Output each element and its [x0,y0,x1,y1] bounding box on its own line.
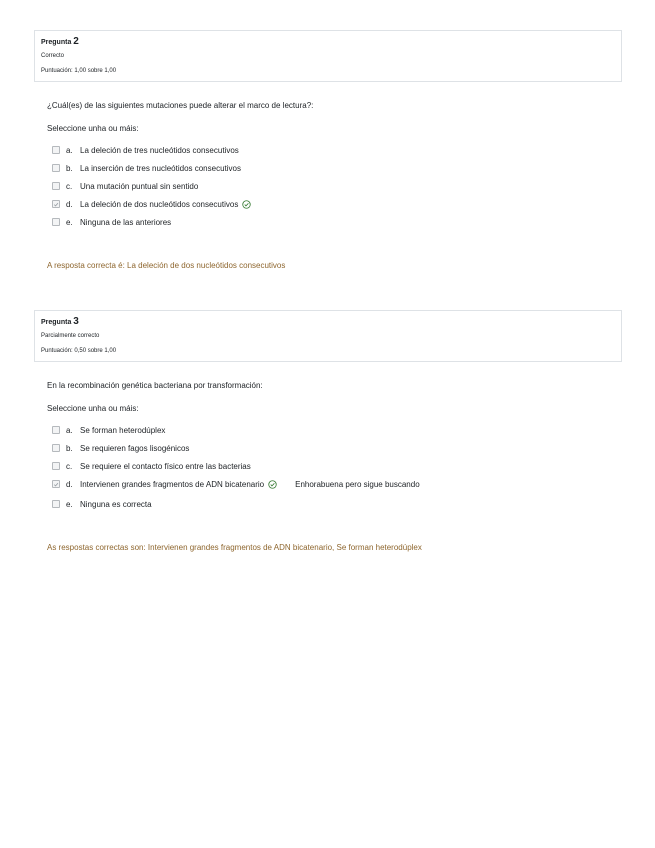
question-number: 2 [73,36,79,47]
answer-text: Una mutación puntual sin sentido [80,181,199,191]
question-number: 3 [73,316,79,327]
answer-option-c[interactable] [47,457,622,475]
question-text: ¿Cuál(es) de las siguientes mutaciones puede alterar el marco de lectura?: [47,101,314,110]
answer-option-b[interactable] [47,159,622,177]
answer-text: Ninguna es correcta [80,499,152,509]
answer-letter: b. [66,163,73,173]
answer-text: Se requiere el contacto físico entre las bacterias [80,461,251,471]
checked-checkbox-icon[interactable] [52,480,60,488]
answer-text: La inserción de tres nucleótidos consecutivos [80,163,241,173]
question-3 [34,310,622,554]
question-text: En la recombinación genética bacteriana por transformación: [47,381,263,390]
question-label: Pregunta 2 [41,36,79,47]
question-info [34,30,622,82]
checkbox-icon[interactable] [52,182,60,190]
question-grade: Puntuación: 0,50 sobre 1,00 [41,348,117,354]
answer-letter: a. [66,425,73,435]
answer-text: Ninguna de las anteriores [80,217,172,227]
answer-option-b[interactable] [47,439,622,457]
checkbox-icon[interactable] [52,462,60,470]
check-circle-icon [268,480,277,489]
answer-letter: d. [66,199,73,209]
answer-letter: c. [66,181,73,191]
answer-option-d[interactable] [47,475,622,493]
answer-letter: e. [66,217,73,227]
question-2 [34,30,622,272]
checkbox-icon[interactable] [52,426,60,434]
answer-text: La deleción de dos nucleótidos consecutivos [80,199,239,209]
answer-feedback: Enhorabuena pero sigue buscando [295,479,420,489]
answer-option-a[interactable] [47,141,622,159]
answer-letter: e. [66,499,73,509]
answer-prompt: Seleccione unha ou máis: [47,124,139,133]
answer-option-a[interactable] [47,421,622,439]
checked-checkbox-icon[interactable] [52,200,60,208]
answer-list [47,141,622,231]
question-grade: Puntuación: 1,00 sobre 1,00 [41,68,117,74]
right-answer-feedback: A resposta correcta é: La deleción de dos nucleótidos consecutivos [47,261,286,270]
answer-text: La deleción de tres nucleótidos consecutivos [80,145,239,155]
checkbox-icon[interactable] [52,218,60,226]
answer-option-c[interactable] [47,177,622,195]
answer-letter: c. [66,461,73,471]
answer-option-e[interactable] [47,495,622,513]
answer-letter: d. [66,479,73,489]
answer-prompt: Seleccione unha ou máis: [47,404,139,413]
answer-text: Se forman heterodúplex [80,425,166,435]
checkbox-icon[interactable] [52,500,60,508]
answer-list [47,421,622,513]
question-info [34,310,622,362]
checkbox-icon[interactable] [52,164,60,172]
question-formulation [34,100,622,272]
check-circle-icon [242,200,251,209]
answer-option-e[interactable] [47,213,622,231]
answer-letter: b. [66,443,73,453]
answer-text: Intervienen grandes fragmentos de ADN bicatenario [80,479,265,489]
right-answer-feedback: As respostas correctas son: Intervienen grandes fragmentos de ADN bicatenario, Se forman heterodúplex [47,543,422,552]
question-state: Parcialmente correcto [41,333,100,339]
checkbox-icon[interactable] [52,444,60,452]
question-label: Pregunta 3 [41,316,79,327]
question-state: Correcto [41,53,65,59]
question-formulation [34,380,622,554]
checkbox-icon[interactable] [52,146,60,154]
answer-option-d[interactable] [47,195,622,213]
answer-text: Se requieren fagos lisogénicos [80,443,190,453]
answer-letter: a. [66,145,73,155]
